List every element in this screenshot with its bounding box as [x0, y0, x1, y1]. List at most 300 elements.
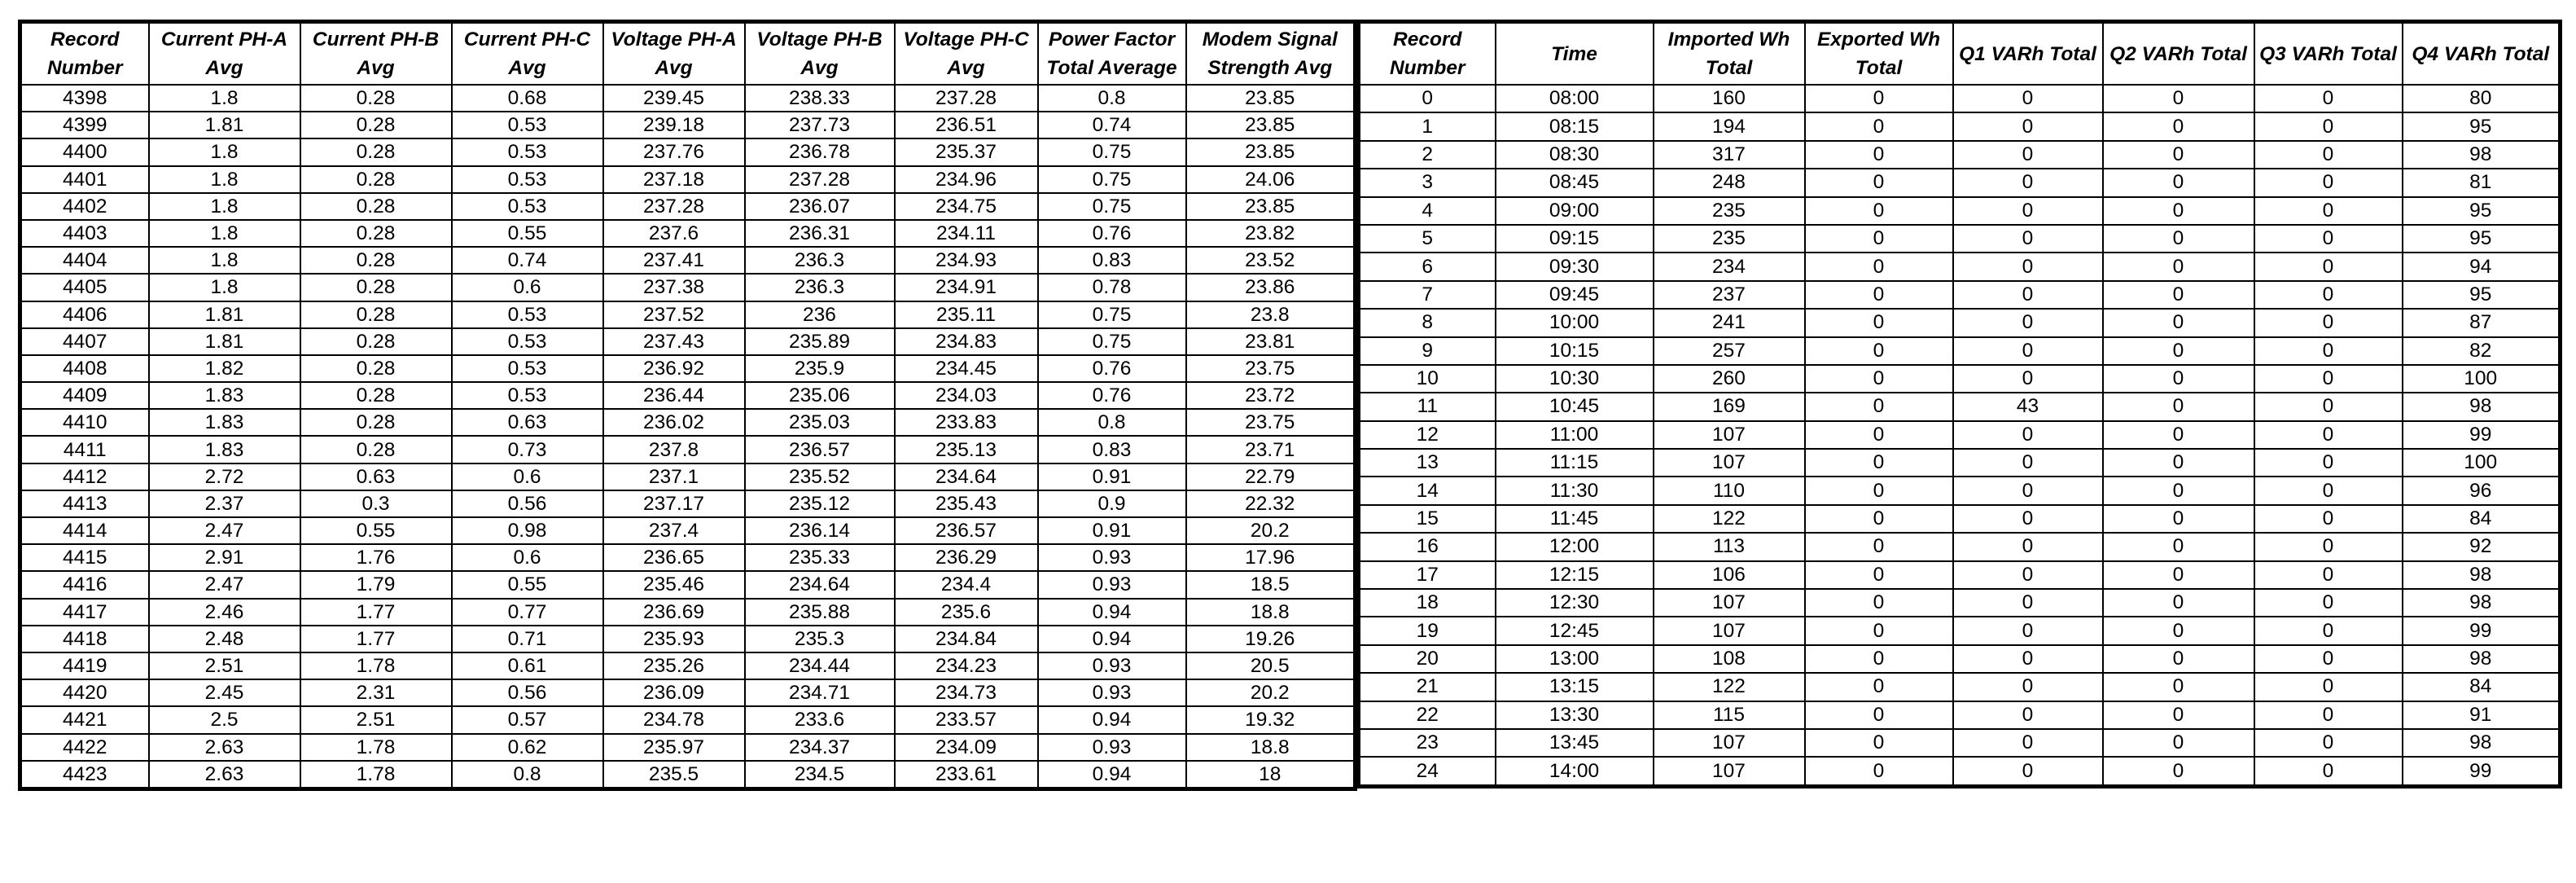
- table-cell: 0: [1953, 365, 2103, 393]
- table-row: [20, 626, 1356, 652]
- table-row: [1359, 757, 2561, 786]
- table-row: [1359, 169, 2561, 196]
- table-cell: 0.71: [452, 626, 603, 652]
- table-cell: 0: [2103, 225, 2254, 253]
- table-cell: 0: [2103, 729, 2254, 757]
- table-cell: 0: [2103, 85, 2254, 112]
- table-cell: 4415: [20, 544, 149, 571]
- table-cell: 0: [2254, 225, 2403, 253]
- table-cell: 237.28: [745, 166, 895, 193]
- table-cell: 235.6: [895, 599, 1038, 626]
- table-cell: 4400: [20, 138, 149, 165]
- table-cell: 0.28: [300, 301, 452, 328]
- table-cell: 113: [1654, 533, 1805, 560]
- table-cell: 0: [1805, 449, 1953, 477]
- table-cell: 0: [2103, 421, 2254, 449]
- table-cell: 0.76: [1038, 355, 1186, 382]
- table-cell: 0.53: [452, 112, 603, 138]
- table-cell: 09:45: [1496, 281, 1654, 309]
- table-cell: 0: [2103, 169, 2254, 196]
- table-cell: 84: [2403, 505, 2561, 533]
- table-row: [20, 463, 1356, 490]
- table-cell: 0.28: [300, 166, 452, 193]
- table-cell: 0: [1953, 337, 2103, 365]
- table-cell: 12:30: [1496, 589, 1654, 617]
- table-cell: 317: [1654, 141, 1805, 169]
- table-cell: 233.6: [745, 706, 895, 733]
- table-row: [20, 328, 1356, 355]
- table-cell: 4413: [20, 490, 149, 517]
- table-cell: 1.79: [300, 571, 452, 598]
- table-cell: 107: [1654, 757, 1805, 786]
- table-cell: 81: [2403, 169, 2561, 196]
- table-cell: 4418: [20, 626, 149, 652]
- table-cell: 2.45: [149, 679, 300, 706]
- table-cell: 4405: [20, 274, 149, 301]
- table-row: [20, 544, 1356, 571]
- table-cell: 95: [2403, 281, 2561, 309]
- table-cell: 0.53: [452, 138, 603, 165]
- table-cell: 18.8: [1186, 734, 1356, 761]
- column-header: Current PH-C Avg: [452, 22, 603, 86]
- table-cell: 234.11: [895, 220, 1038, 247]
- table-cell: 107: [1654, 729, 1805, 757]
- table-cell: 24.06: [1186, 166, 1356, 193]
- table-cell: 12:15: [1496, 561, 1654, 589]
- table-cell: 08:00: [1496, 85, 1654, 112]
- table-cell: 0: [2254, 673, 2403, 701]
- table-row: [1359, 337, 2561, 365]
- column-header: Q2 VARh Total: [2103, 22, 2254, 86]
- table-row: [20, 220, 1356, 247]
- table-cell: 08:45: [1496, 169, 1654, 196]
- table-cell: 22.79: [1186, 463, 1356, 490]
- table-cell: 13:00: [1496, 645, 1654, 673]
- table-cell: 236.65: [603, 544, 745, 571]
- table-cell: 4414: [20, 517, 149, 544]
- table-cell: 23.8: [1186, 301, 1356, 328]
- table-cell: 0: [2103, 309, 2254, 336]
- table-cell: 0: [2103, 253, 2254, 280]
- table-row: [20, 247, 1356, 274]
- table-cell: 233.61: [895, 761, 1038, 789]
- table-cell: 0.6: [452, 544, 603, 571]
- table-cell: 1.83: [149, 409, 300, 436]
- table-cell: 234.84: [895, 626, 1038, 652]
- table-cell: 6: [1359, 253, 1496, 280]
- table-cell: 0: [2254, 421, 2403, 449]
- table-cell: 23: [1359, 729, 1496, 757]
- table-cell: 0: [2103, 533, 2254, 560]
- table-cell: 23.71: [1186, 436, 1356, 463]
- table-row: [1359, 365, 2561, 393]
- table-cell: 234.03: [895, 382, 1038, 409]
- table-cell: 0: [1953, 533, 2103, 560]
- table-cell: 7: [1359, 281, 1496, 309]
- table-cell: 0.28: [300, 220, 452, 247]
- table-cell: 2.63: [149, 734, 300, 761]
- table-cell: 0: [2254, 617, 2403, 644]
- table-cell: 09:15: [1496, 225, 1654, 253]
- table-cell: 0.9: [1038, 490, 1186, 517]
- table-cell: 0: [2254, 337, 2403, 365]
- table-cell: 235.88: [745, 599, 895, 626]
- table-cell: 0.63: [300, 463, 452, 490]
- table-cell: 2.51: [300, 706, 452, 733]
- table-cell: 1.78: [300, 734, 452, 761]
- table-cell: 235.12: [745, 490, 895, 517]
- table-row: [1359, 85, 2561, 112]
- table-cell: 235: [1654, 197, 1805, 225]
- table-cell: 235.26: [603, 652, 745, 679]
- table-cell: 13:45: [1496, 729, 1654, 757]
- table-cell: 0: [1805, 757, 1953, 786]
- table-cell: 5: [1359, 225, 1496, 253]
- table-cell: 10:45: [1496, 393, 1654, 420]
- table-cell: 98: [2403, 393, 2561, 420]
- table-cell: 0.75: [1038, 301, 1186, 328]
- table-cell: 0: [1953, 253, 2103, 280]
- table-cell: 0.28: [300, 355, 452, 382]
- table-cell: 234.64: [895, 463, 1038, 490]
- table-cell: 0: [1805, 85, 1953, 112]
- table-cell: 0.78: [1038, 274, 1186, 301]
- table-cell: 2.47: [149, 571, 300, 598]
- table-cell: 236.29: [895, 544, 1038, 571]
- column-header: Voltage PH-C Avg: [895, 22, 1038, 86]
- table-cell: 2.51: [149, 652, 300, 679]
- table-cell: 0.91: [1038, 463, 1186, 490]
- table-cell: 0: [1805, 561, 1953, 589]
- table-row: [20, 138, 1356, 165]
- table-cell: 2.48: [149, 626, 300, 652]
- table-cell: 15: [1359, 505, 1496, 533]
- table-cell: 80: [2403, 85, 2561, 112]
- table-cell: 234: [1654, 253, 1805, 280]
- table-cell: 235.46: [603, 571, 745, 598]
- table-cell: 0: [1953, 85, 2103, 112]
- table-row: [20, 652, 1356, 679]
- table-cell: 2.46: [149, 599, 300, 626]
- table-cell: 237.38: [603, 274, 745, 301]
- table-row: [20, 517, 1356, 544]
- table-cell: 0: [1805, 309, 1953, 336]
- table-cell: 2.91: [149, 544, 300, 571]
- table-cell: 0: [1805, 281, 1953, 309]
- table-cell: 98: [2403, 645, 2561, 673]
- table-cell: 160: [1654, 85, 1805, 112]
- table-cell: 0: [1953, 701, 2103, 729]
- table-cell: 0.56: [452, 490, 603, 517]
- table-cell: 0: [1953, 309, 2103, 336]
- table-cell: 0: [1805, 393, 1953, 420]
- table-cell: 0: [1953, 729, 2103, 757]
- table-cell: 235.52: [745, 463, 895, 490]
- table-cell: 0: [2254, 85, 2403, 112]
- table-row: [20, 382, 1356, 409]
- table-cell: 0: [1805, 169, 1953, 196]
- table-cell: 248: [1654, 169, 1805, 196]
- table-cell: 236.57: [895, 517, 1038, 544]
- table-cell: 0.28: [300, 409, 452, 436]
- table-cell: 0: [2254, 729, 2403, 757]
- table-cell: 4406: [20, 301, 149, 328]
- table-cell: 0.61: [452, 652, 603, 679]
- table-cell: 0: [1805, 729, 1953, 757]
- table-cell: 0.75: [1038, 138, 1186, 165]
- table-cell: 1.77: [300, 599, 452, 626]
- table-cell: 0.28: [300, 112, 452, 138]
- table-cell: 234.96: [895, 166, 1038, 193]
- table-cell: 12:45: [1496, 617, 1654, 644]
- table-cell: 4410: [20, 409, 149, 436]
- table-cell: 95: [2403, 197, 2561, 225]
- table-row: [1359, 197, 2561, 225]
- table-cell: 23.72: [1186, 382, 1356, 409]
- table-row: [20, 706, 1356, 733]
- table-cell: 237.28: [603, 193, 745, 220]
- table-cell: 1.8: [149, 193, 300, 220]
- table-cell: 0: [2254, 112, 2403, 140]
- table-cell: 235: [1654, 225, 1805, 253]
- table-row: [20, 571, 1356, 598]
- table-cell: 0: [2254, 561, 2403, 589]
- table-cell: 0: [2103, 589, 2254, 617]
- column-header: Q3 VARh Total: [2254, 22, 2403, 86]
- table-cell: 0: [2254, 505, 2403, 533]
- column-header: Power Factor Total Average: [1038, 22, 1186, 86]
- table-cell: 0.83: [1038, 247, 1186, 274]
- table-cell: 0.53: [452, 166, 603, 193]
- table-cell: 107: [1654, 617, 1805, 644]
- table-cell: 110: [1654, 477, 1805, 504]
- table-cell: 236.57: [745, 436, 895, 463]
- table-cell: 235.43: [895, 490, 1038, 517]
- table-cell: 236.3: [745, 274, 895, 301]
- table-cell: 237.6: [603, 220, 745, 247]
- table-cell: 0: [2254, 757, 2403, 786]
- table-cell: 1.78: [300, 652, 452, 679]
- table-cell: 13: [1359, 449, 1496, 477]
- table-cell: 0: [1805, 225, 1953, 253]
- table-row: [1359, 729, 2561, 757]
- column-header: Imported Wh Total: [1654, 22, 1805, 86]
- table-cell: 4408: [20, 355, 149, 382]
- column-header: Time: [1496, 22, 1654, 86]
- table-cell: 239.45: [603, 85, 745, 112]
- table-cell: 23.85: [1186, 112, 1356, 138]
- table-cell: 0: [1805, 197, 1953, 225]
- table-row: [1359, 309, 2561, 336]
- table-cell: 236.92: [603, 355, 745, 382]
- table-cell: 0: [2103, 477, 2254, 504]
- table-cell: 20.2: [1186, 517, 1356, 544]
- table-cell: 0: [2103, 673, 2254, 701]
- table-cell: 0: [1953, 505, 2103, 533]
- table-cell: 233.57: [895, 706, 1038, 733]
- table-cell: 0: [1805, 141, 1953, 169]
- column-header: Voltage PH-B Avg: [745, 22, 895, 86]
- table-cell: 92: [2403, 533, 2561, 560]
- table-cell: 0.75: [1038, 328, 1186, 355]
- table-cell: 238.33: [745, 85, 895, 112]
- energy-readings-table: [1356, 20, 2562, 789]
- table-cell: 0.94: [1038, 626, 1186, 652]
- table-cell: 23.75: [1186, 355, 1356, 382]
- table-cell: 20.5: [1186, 652, 1356, 679]
- table-cell: 0: [1953, 281, 2103, 309]
- table-cell: 0.53: [452, 301, 603, 328]
- table-cell: 4423: [20, 761, 149, 789]
- table-cell: 0.56: [452, 679, 603, 706]
- column-header: Q1 VARh Total: [1953, 22, 2103, 86]
- table-cell: 19: [1359, 617, 1496, 644]
- table-cell: 14:00: [1496, 757, 1654, 786]
- table-cell: 0: [1953, 477, 2103, 504]
- table-cell: 1.8: [149, 274, 300, 301]
- table-cell: 122: [1654, 505, 1805, 533]
- table-cell: 234.71: [745, 679, 895, 706]
- table-cell: 194: [1654, 112, 1805, 140]
- table-cell: 4412: [20, 463, 149, 490]
- table-cell: 235.11: [895, 301, 1038, 328]
- table-cell: 13:30: [1496, 701, 1654, 729]
- table-cell: 235.06: [745, 382, 895, 409]
- table-cell: 18.5: [1186, 571, 1356, 598]
- table-cell: 4416: [20, 571, 149, 598]
- table-cell: 0: [2103, 112, 2254, 140]
- table-cell: 0.62: [452, 734, 603, 761]
- table-cell: 19.26: [1186, 626, 1356, 652]
- table-cell: 0: [1953, 225, 2103, 253]
- table-cell: 0: [1805, 337, 1953, 365]
- table-cell: 0.94: [1038, 599, 1186, 626]
- table-cell: 95: [2403, 225, 2561, 253]
- table-cell: 1.78: [300, 761, 452, 789]
- table-cell: 4419: [20, 652, 149, 679]
- table-row: [1359, 281, 2561, 309]
- table-cell: 0: [2254, 645, 2403, 673]
- table-cell: 237.17: [603, 490, 745, 517]
- table-cell: 23.85: [1186, 85, 1356, 112]
- table-row: [1359, 449, 2561, 477]
- table-cell: 21: [1359, 673, 1496, 701]
- table-cell: 11: [1359, 393, 1496, 420]
- header-row: [20, 22, 1356, 86]
- table-cell: 2.72: [149, 463, 300, 490]
- table-cell: 0: [1953, 561, 2103, 589]
- table-cell: 0.94: [1038, 706, 1186, 733]
- table-cell: 0.76: [1038, 382, 1186, 409]
- table-cell: 0.28: [300, 193, 452, 220]
- table-cell: 2.31: [300, 679, 452, 706]
- table-cell: 234.83: [895, 328, 1038, 355]
- table-cell: 239.18: [603, 112, 745, 138]
- table-row: [20, 734, 1356, 761]
- table-cell: 107: [1654, 449, 1805, 477]
- table-cell: 0.74: [452, 247, 603, 274]
- table-cell: 0.28: [300, 382, 452, 409]
- table-cell: 0.28: [300, 274, 452, 301]
- table-cell: 1.83: [149, 436, 300, 463]
- table-cell: 18.8: [1186, 599, 1356, 626]
- table-cell: 0.6: [452, 463, 603, 490]
- table-cell: 1.8: [149, 166, 300, 193]
- table-cell: 0: [1953, 645, 2103, 673]
- table-row: [20, 490, 1356, 517]
- table-cell: 99: [2403, 421, 2561, 449]
- table-cell: 236.09: [603, 679, 745, 706]
- table-cell: 169: [1654, 393, 1805, 420]
- table-cell: 237.1: [603, 463, 745, 490]
- table-cell: 100: [2403, 449, 2561, 477]
- table-cell: 09:30: [1496, 253, 1654, 280]
- table-cell: 237.73: [745, 112, 895, 138]
- table-cell: 0.28: [300, 247, 452, 274]
- table-cell: 237: [1654, 281, 1805, 309]
- table-cell: 260: [1654, 365, 1805, 393]
- table-cell: 0: [1805, 673, 1953, 701]
- table-cell: 2.63: [149, 761, 300, 789]
- table-cell: 0.93: [1038, 571, 1186, 598]
- table-cell: 4402: [20, 193, 149, 220]
- table-cell: 237.4: [603, 517, 745, 544]
- table-cell: 0.74: [1038, 112, 1186, 138]
- table-cell: 12: [1359, 421, 1496, 449]
- table-cell: 4: [1359, 197, 1496, 225]
- table-cell: 13:15: [1496, 673, 1654, 701]
- table-cell: 10:15: [1496, 337, 1654, 365]
- table-cell: 4403: [20, 220, 149, 247]
- table-row: [20, 301, 1356, 328]
- table-cell: 0: [2103, 757, 2254, 786]
- table-row: [20, 679, 1356, 706]
- table-cell: 4417: [20, 599, 149, 626]
- table-cell: 234.78: [603, 706, 745, 733]
- table-cell: 1.77: [300, 626, 452, 652]
- table-row: [1359, 701, 2561, 729]
- table-cell: 4422: [20, 734, 149, 761]
- table-cell: 0: [2254, 589, 2403, 617]
- table-cell: 17: [1359, 561, 1496, 589]
- table-cell: 4398: [20, 85, 149, 112]
- table-cell: 0: [2103, 449, 2254, 477]
- table-row: [1359, 141, 2561, 169]
- table-cell: 17.96: [1186, 544, 1356, 571]
- table-cell: 23.81: [1186, 328, 1356, 355]
- table-row: [20, 409, 1356, 436]
- table-cell: 237.18: [603, 166, 745, 193]
- header-row: [1359, 22, 2561, 86]
- table-cell: 0: [1805, 421, 1953, 449]
- table-cell: 0: [1953, 141, 2103, 169]
- table-cell: 4399: [20, 112, 149, 138]
- table-cell: 4411: [20, 436, 149, 463]
- table-cell: 2: [1359, 141, 1496, 169]
- table-cell: 237.41: [603, 247, 745, 274]
- table-cell: 10: [1359, 365, 1496, 393]
- table-cell: 98: [2403, 729, 2561, 757]
- table-cell: 23.75: [1186, 409, 1356, 436]
- table-cell: 18: [1186, 761, 1356, 789]
- table-row: [20, 112, 1356, 138]
- table-cell: 0.3: [300, 490, 452, 517]
- table-cell: 234.4: [895, 571, 1038, 598]
- table-cell: 106: [1654, 561, 1805, 589]
- table-cell: 87: [2403, 309, 2561, 336]
- table-row: [20, 599, 1356, 626]
- table-cell: 0: [1953, 197, 2103, 225]
